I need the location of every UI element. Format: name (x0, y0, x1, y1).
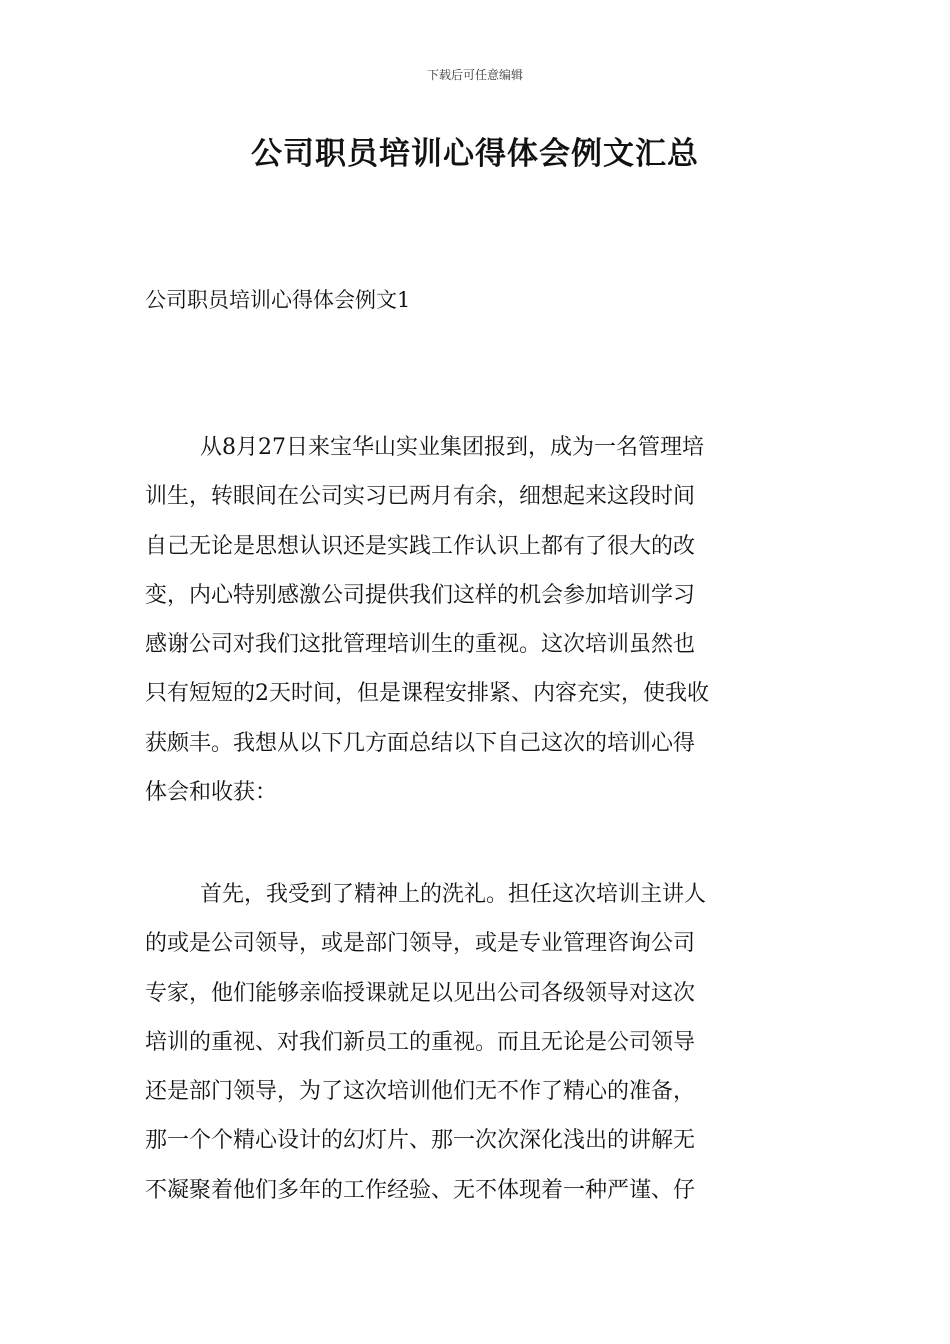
paragraph-line: 自己无论是思想认识还是实践工作认识上都有了很大的改 (145, 533, 696, 559)
paragraph-line: 获颇丰。我想从以下几方面总结以下自己这次的培训心得 (145, 730, 696, 756)
paragraph-line: 专家，他们能够亲临授课就足以见出公司各级领导对这次 (145, 980, 696, 1006)
paragraph-line: 训生，转眼间在公司实习已两月有余，细想起来这段时间 (145, 484, 696, 510)
paragraph-line: 首先，我受到了精神上的洗礼。担任这次培训主讲人 (200, 882, 707, 907)
paragraph-line: 只有短短的2天时间，但是课程安排紧、内容充实，使我收 (145, 681, 709, 707)
paragraph-line: 还是部门领导，为了这次培训他们无不作了精心的准备， (145, 1079, 696, 1105)
paragraph-line: 那一个个精心设计的幻灯片、那一次次深化浅出的讲解无 (145, 1128, 696, 1154)
paragraph-line: 从8月27日来宝华山实业集团报到，成为一名管理培 (200, 435, 704, 460)
paragraph-line: 感谢公司对我们这批管理培训生的重视。这次培训虽然也 (145, 632, 696, 658)
paragraph-line: 体会和收获： (145, 780, 278, 806)
section-heading: 公司职员培训心得体会例文1 (145, 288, 411, 312)
paragraph-line: 的或是公司领导，或是部门领导，或是专业管理咨询公司 (145, 931, 696, 957)
header-note: 下载后可任意编辑 (426, 68, 523, 82)
paragraph-1 (145, 423, 810, 817)
paragraph-line: 不凝聚着他们多年的工作经验、无不体现着一种严谨、仔 (145, 1177, 696, 1203)
paragraph-line: 培训的重视、对我们新员工的重视。而且无论是公司领导 (145, 1029, 696, 1055)
paragraph-line: 变，内心特别感激公司提供我们这样的机会参加培训学习 (145, 582, 696, 608)
document-title: 公司职员培训心得体会例文汇总 (251, 136, 699, 172)
paragraph-2 (145, 870, 810, 1215)
